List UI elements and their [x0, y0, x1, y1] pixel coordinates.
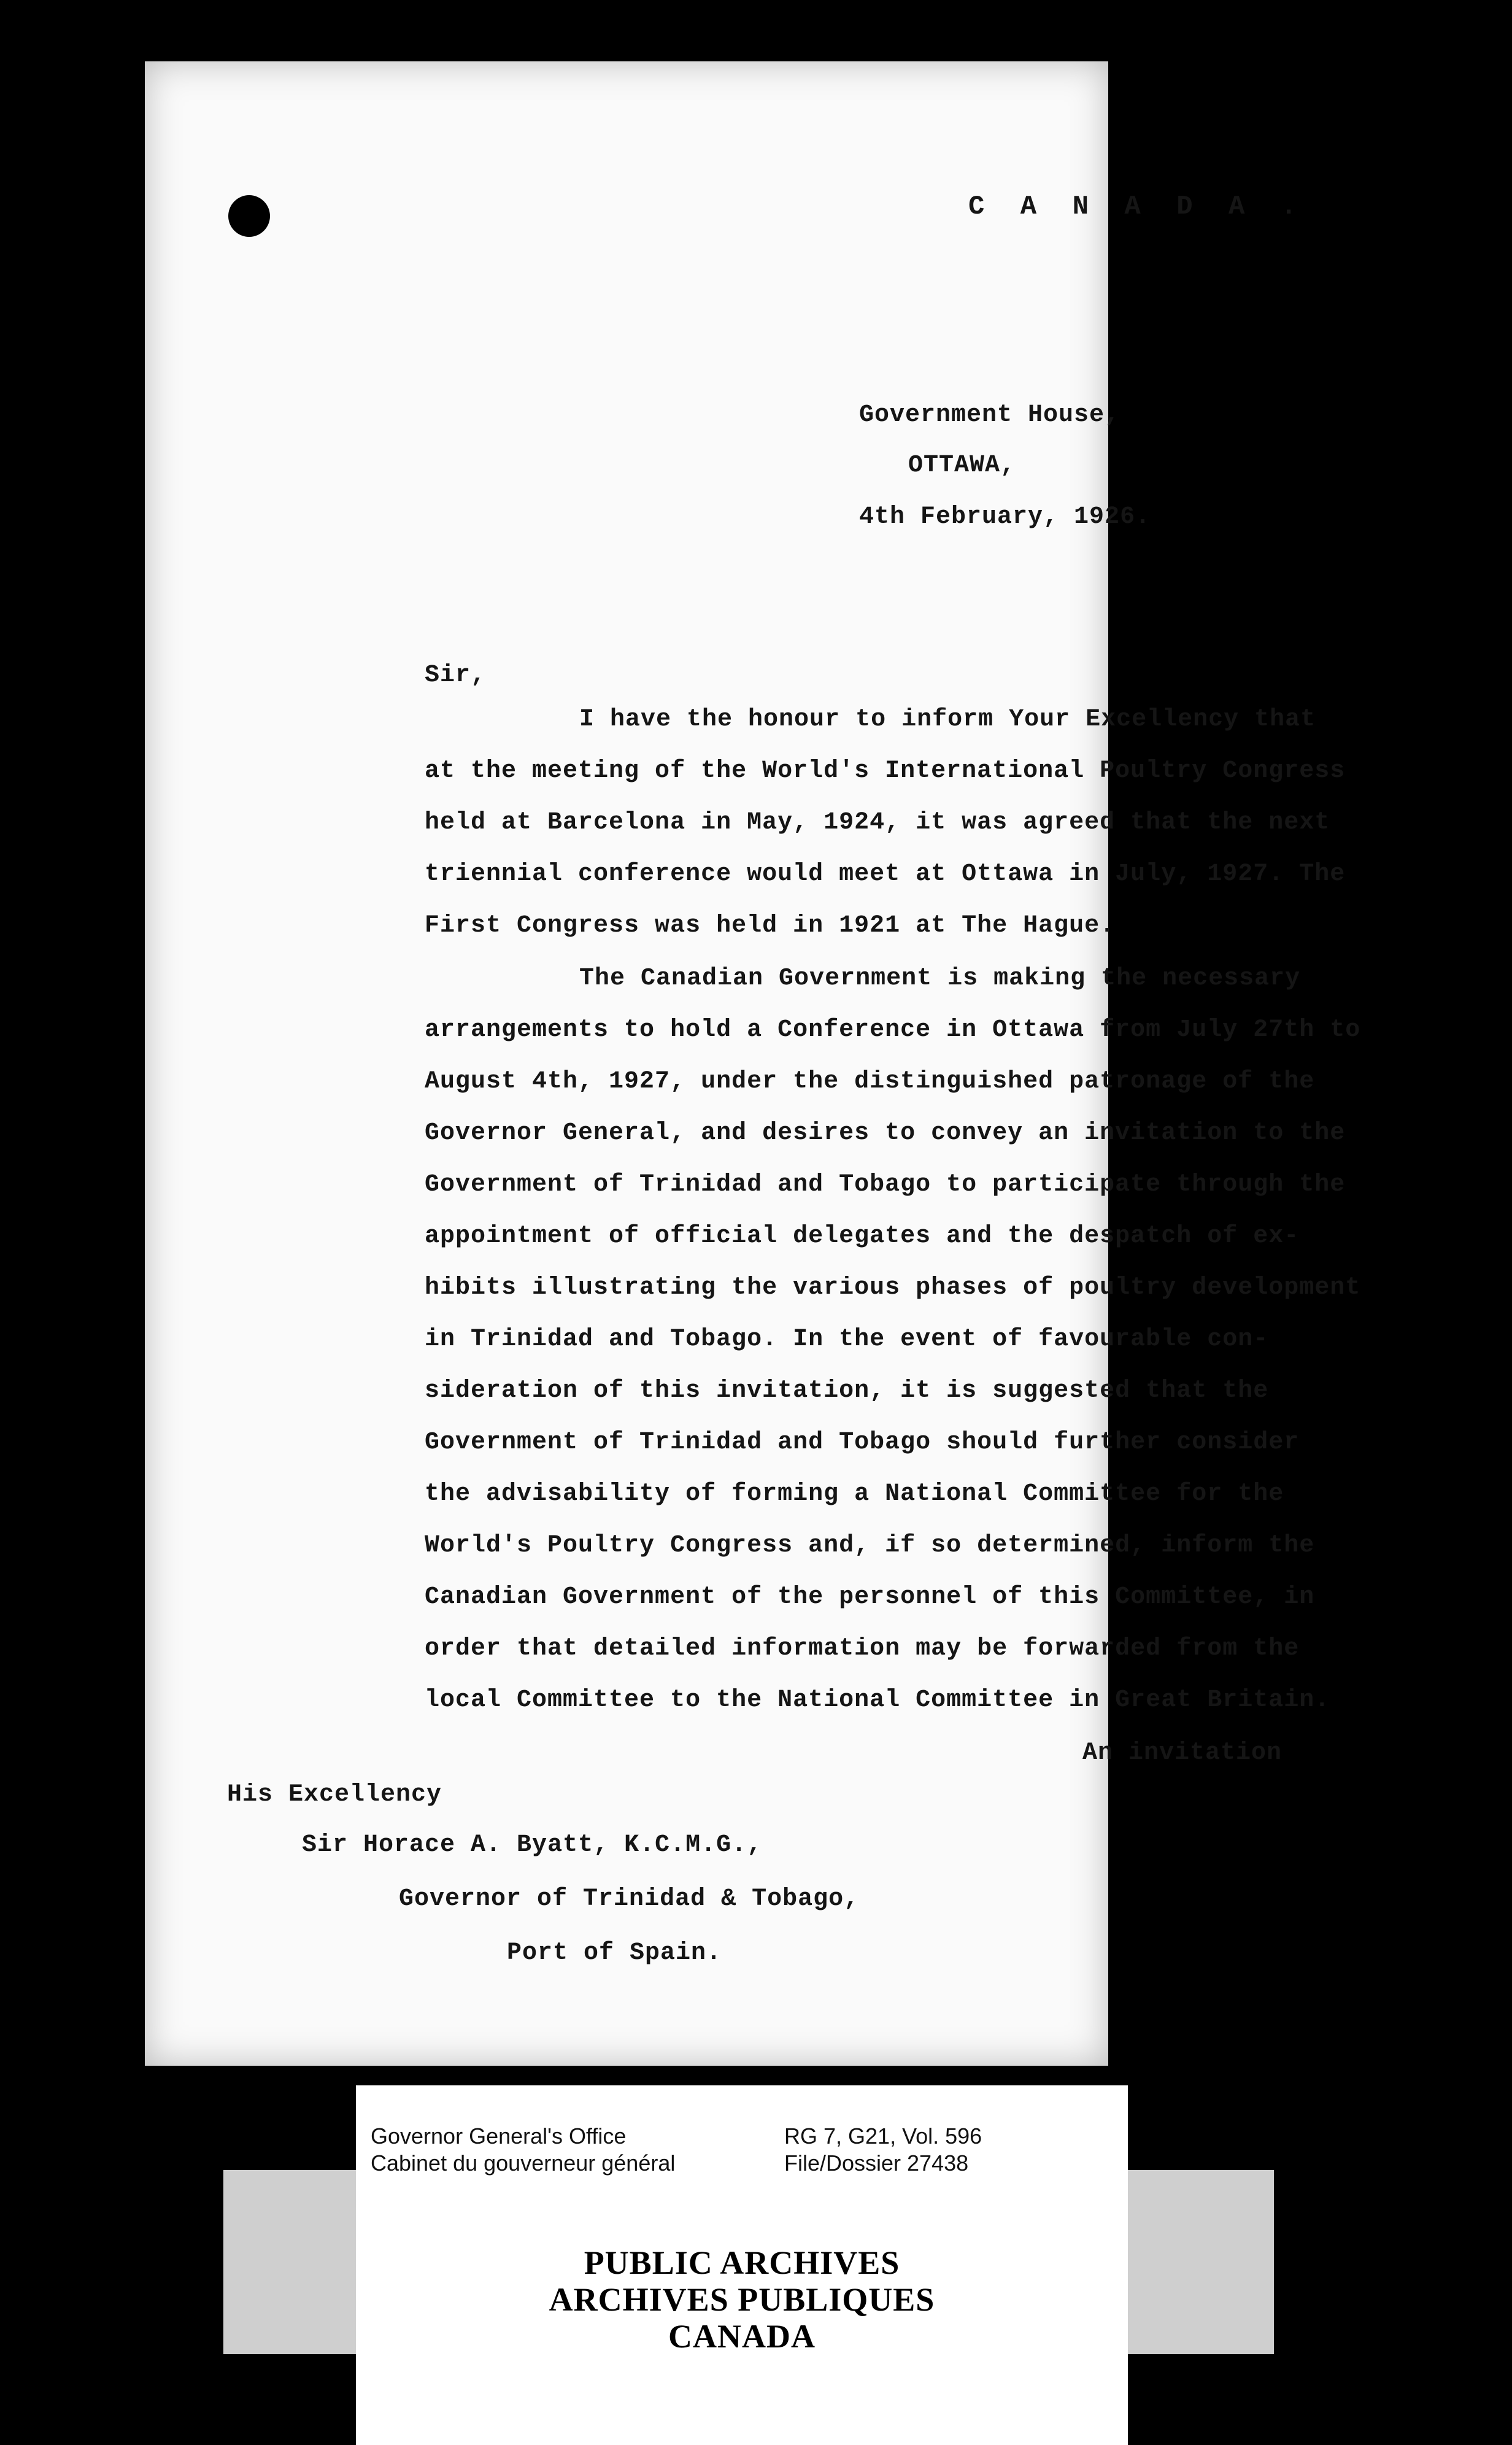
catchword: An invitation: [1082, 1739, 1282, 1767]
body-line: Government of Trinidad and Tobago to participate through the: [425, 1171, 1346, 1199]
body-line: in Trinidad and Tobago. In the event of favourable con-: [425, 1326, 1269, 1353]
address-line-1: Government House,: [859, 401, 1120, 429]
film-frame-right: [1128, 2170, 1274, 2354]
body-line: Governor General, and desires to convey an invitation to the: [425, 1119, 1346, 1147]
archive-reference: RG 7, G21, Vol. 596: [784, 2123, 982, 2149]
office-french: Cabinet du gouverneur général: [371, 2150, 676, 2176]
body-line: order that detailed information may be forwarded from the: [425, 1635, 1300, 1663]
body-line: World's Poultry Congress and, if so determined, inform the: [425, 1532, 1315, 1559]
address-line-2: OTTAWA,: [908, 452, 1016, 479]
punch-hole: [228, 195, 270, 237]
body-line: The Canadian Government is making the necessary: [579, 965, 1301, 992]
archive-stamp-line-3: CANADA: [668, 2318, 816, 2355]
archive-file-number: File/Dossier 27438: [784, 2150, 969, 2176]
body-line: triennial conference would meet at Ottawa in July, 1927. The: [425, 860, 1346, 888]
body-line: Canadian Government of the personnel of this Committee, in: [425, 1583, 1315, 1611]
recipient-line-4: Port of Spain.: [507, 1939, 722, 1967]
film-frame-left: [223, 2170, 356, 2354]
recipient-line-3: Governor of Trinidad & Tobago,: [399, 1885, 860, 1913]
body-line: appointment of official delegates and the despatch of ex-: [425, 1222, 1300, 1250]
recipient-line-1: His Excellency: [227, 1781, 442, 1809]
body-line: held at Barcelona in May, 1924, it was agreed that the next: [425, 809, 1330, 836]
body-line: at the meeting of the World's International Poultry Congress: [425, 757, 1346, 785]
body-line: August 4th, 1927, under the distinguished patronage of the: [425, 1068, 1315, 1095]
body-line: the advisability of forming a National Committee for the: [425, 1480, 1284, 1508]
body-line: Government of Trinidad and Tobago should further consider: [425, 1429, 1300, 1456]
body-line: hibits illustrating the various phases of poultry development: [425, 1274, 1361, 1302]
office-english: Governor General's Office: [371, 2123, 627, 2149]
archive-stamp-line-2: ARCHIVES PUBLIQUES: [549, 2281, 935, 2318]
body-line: I have the honour to inform Your Excellency that: [579, 706, 1316, 733]
body-line: arrangements to hold a Conference in Ottawa from July 27th to: [425, 1016, 1361, 1044]
body-line: local Committee to the National Committee in Great Britain.: [425, 1686, 1330, 1714]
archive-stamp-line-1: PUBLIC ARCHIVES: [584, 2244, 900, 2281]
letter-heading: C A N A D A .: [968, 191, 1307, 222]
body-line: sideration of this invitation, it is suggested that the: [425, 1377, 1269, 1405]
address-line-3: 4th February, 1926.: [859, 503, 1151, 531]
recipient-line-2: Sir Horace A. Byatt, K.C.M.G.,: [302, 1831, 763, 1859]
archive-label: [356, 2085, 1128, 2445]
body-line: First Congress was held in 1921 at The Hague.: [425, 912, 1116, 940]
salutation: Sir,: [425, 662, 487, 689]
letter-page: [145, 61, 1108, 2066]
